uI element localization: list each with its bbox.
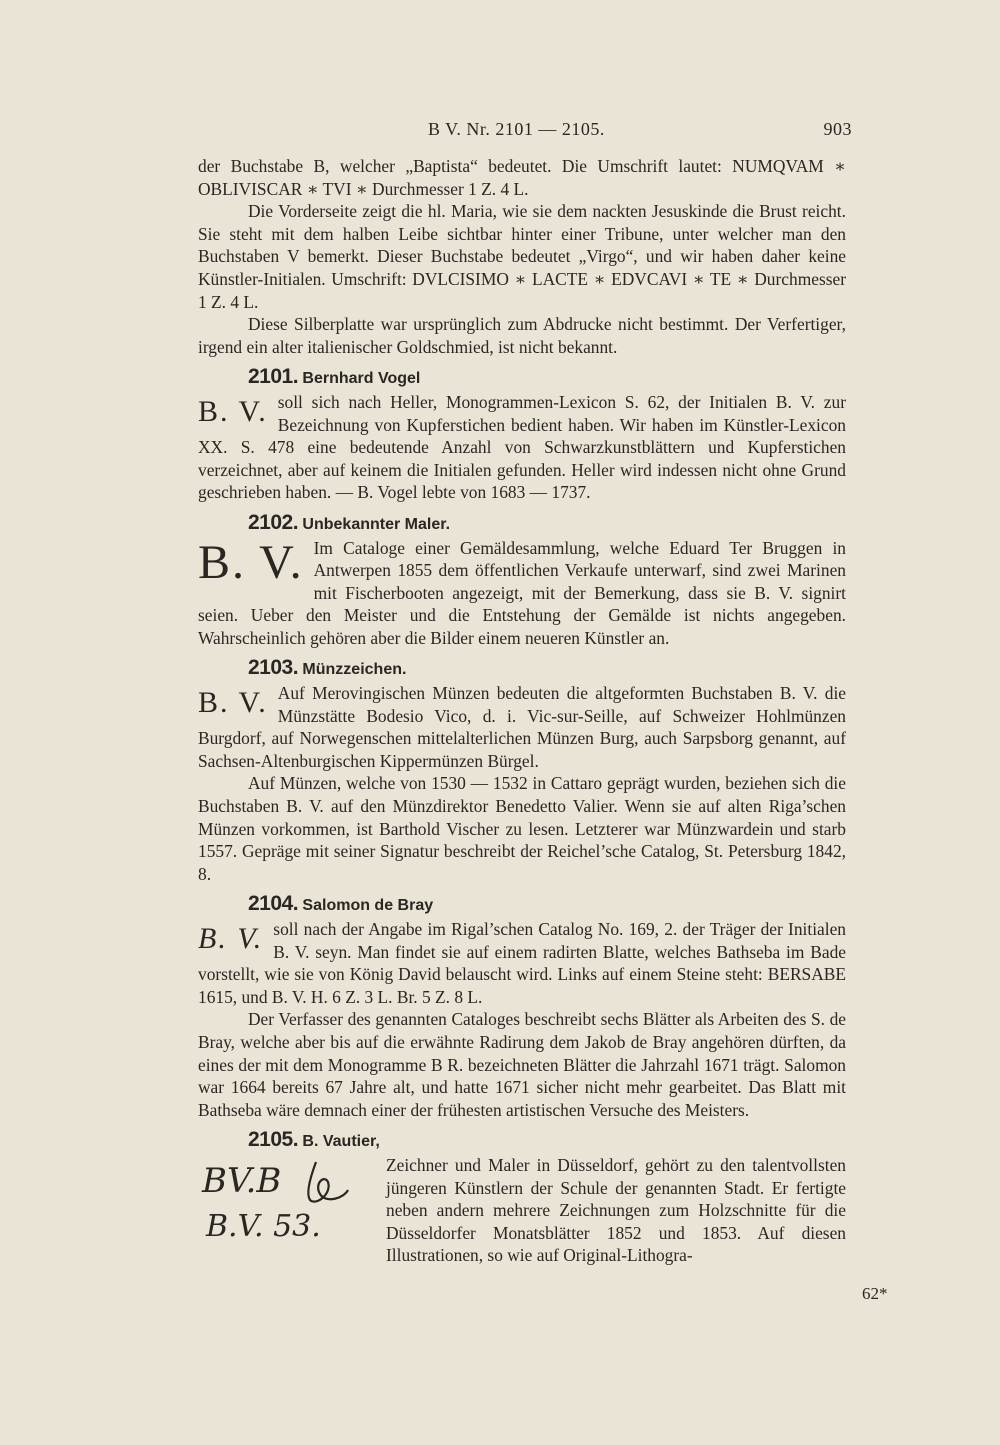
monogram: B. V. [198, 394, 268, 428]
entry-number: 2105. [248, 1128, 299, 1152]
page-body [198, 155, 846, 1267]
entry-text: soll nach der Angabe im Rigal’schen Catalog No. 169, 2. der Träger der Initialen B. V. seyn. Man findet sie auf einem radirten Blatte, welches Bathseba im Bade vorstellt, wie sie von König David belauscht wird. Links auf einem Steine steht: BERSABE 1615, und B. V. H. 6 Z. 3 L. Br. 5 Z. 8 L. [198, 919, 846, 1007]
entry-name: B. Vautier, [302, 1133, 380, 1151]
entry-name: Bernhard Vogel [302, 370, 421, 388]
entry-2101 [198, 366, 846, 504]
script-monogram [198, 1154, 378, 1246]
script-flourish [308, 1162, 348, 1202]
entry-number: 2101. [248, 365, 299, 389]
entry-text-continued: Der Verfasser des genannten Cataloges beschreibt sechs Blätter als Arbeiten des S. de Bray, welche aber bis auf die erwähnte Radirung dem Jakob de Bray angehören dürften, da eines der mit dem Monogramme B R. bezeichneten Blätter die Jahrzahl 1671 trägt. Salomon war 1664 bereits 67 Jahre alt, und hatte 1671 sicher nicht mehr gearbeitet. Das Blatt mit Bathseba wäre demnach einer der frühesten artistischen Versuche des Meisters. [198, 1009, 846, 1120]
entry-2102 [198, 512, 846, 650]
intro-paragraph-3: Diese Silberplatte war ursprünglich zum Abdrucke nicht bestimmt. Der Verfertiger, irgend ein alter italienischer Goldschmied, ist nicht bekannt. [198, 314, 846, 357]
script-monogram-bottom: B.V. 53. [206, 1208, 321, 1244]
monogram: B. V. [198, 922, 264, 955]
entry-number: 2102. [248, 510, 299, 534]
entry-text-continued: Auf Münzen, welche von 1530 — 1532 in Cattaro geprägt wurden, beziehen sich die Buchstaben B. V. auf den Münzdirektor Benedetto Valier. Wenn sie auf alten Riga’schen Münzen vorkommen, ist Barthold Vischer zu lesen. Letzterer war Münzwardein und starb 1557. Gepräge mit seiner Signatur beschreibt der Reichel’sche Catalog, St. Petersburg 1842, 8. [198, 773, 846, 884]
entry-text: Auf Merovingischen Münzen bedeuten die altgeformten Buchstaben B. V. die Münzstätte Bodesio Vico, d. i. Vic-sur-Seille, auf Schweizer Hohlmünzen Burgdorf, auf Norwegenschen mittelalterlichen Münzen Burg, auch Sarpsborg genannt, auf Sachsen-Altenburgischen Kippermünzen Bürgel. [198, 683, 846, 771]
page-number: 903 [823, 119, 852, 139]
entry-text: soll sich nach Heller, Monogrammen-Lexicon S. 62, der Initialen B. V. zur Bezeichnung von Kupferstichen bedient haben. Wir haben im Künstler-Lexicon XX. S. 478 eine bedeutende Anzahl von Schwarzkunstblättern und Kupferstichen verzeichnet, aber auf keinem die Initialen gefunden. Heller wird indessen nicht ohne Grund geschrieben haben. — B. Vogel lebte von 1683 — 1737. [198, 391, 846, 503]
signature-mark: 62* [862, 1284, 888, 1303]
entry-number: 2104. [248, 892, 299, 916]
entry-number: 2103. [248, 656, 299, 680]
monogram: B. V. [198, 535, 304, 589]
intro-paragraph-1: der Buchstabe B, welcher „Baptista“ bedeutet. Die Umschrift lautet: NUMQVAM ∗ OBLIVISCAR ∗ TVI ∗ Durchmesser 1 Z. 4 L. [198, 156, 846, 199]
entry-text: Im Cataloge einer Gemäldesammlung, welche Eduard Ter Bruggen in Antwerpen 1855 dem öffentlichen Verkaufe unterwarf, sind zwei Marinen mit Fischerbooten angezeigt, mit der Bemerkung, dass sie B. V. signirt seien. Ueber den Meister und die Entstehung der Gemälde ist nichts angegeben. Wahrscheinlich gehören aber die Bilder einem neueren Künstler an. [198, 537, 846, 648]
entry-text: Zeichner und Maler in Düsseldorf, gehört zu den talentvollsten jüngeren Künstlern der Schule der genannten Stadt. Er fertigte neben andern mehrere Zeichnungen zum Holzschnitte für die Düsseldorfer Monatsblätter 1852 und 1853. Auf diesen Illustrationen, so wie auf Original-Lithogra- [386, 1154, 846, 1266]
entry-name: Salomon de Bray [302, 897, 434, 915]
entry-2105 [198, 1129, 846, 1267]
intro-paragraph-2: Die Vorderseite zeigt die hl. Maria, wie sie dem nackten Jesuskinde die Brust reicht. Sie steht mit dem halben Leibe sichtbar hinter einer Tribune, unter welcher man den Buchstaben V bemerkt. Dieser Buchstabe bedeutet „Virgo“, und wir haben daher keine Künstler-Initialen. Umschrift: DVLCISIMO ∗ LACTE ∗ EDVCAVI ∗ TE ∗ Durchmesser 1 Z. 4 L. [198, 201, 846, 312]
header-title: B V. Nr. 2101 — 2105. [428, 119, 605, 139]
monogram: B. V. [198, 686, 268, 720]
entry-2104 [198, 893, 846, 1121]
entry-2103 [198, 657, 846, 885]
entry-name: Münzzeichen. [302, 661, 407, 679]
script-monogram-top: BV.B [202, 1160, 282, 1201]
entry-name: Unbekannter Maler. [302, 515, 451, 533]
